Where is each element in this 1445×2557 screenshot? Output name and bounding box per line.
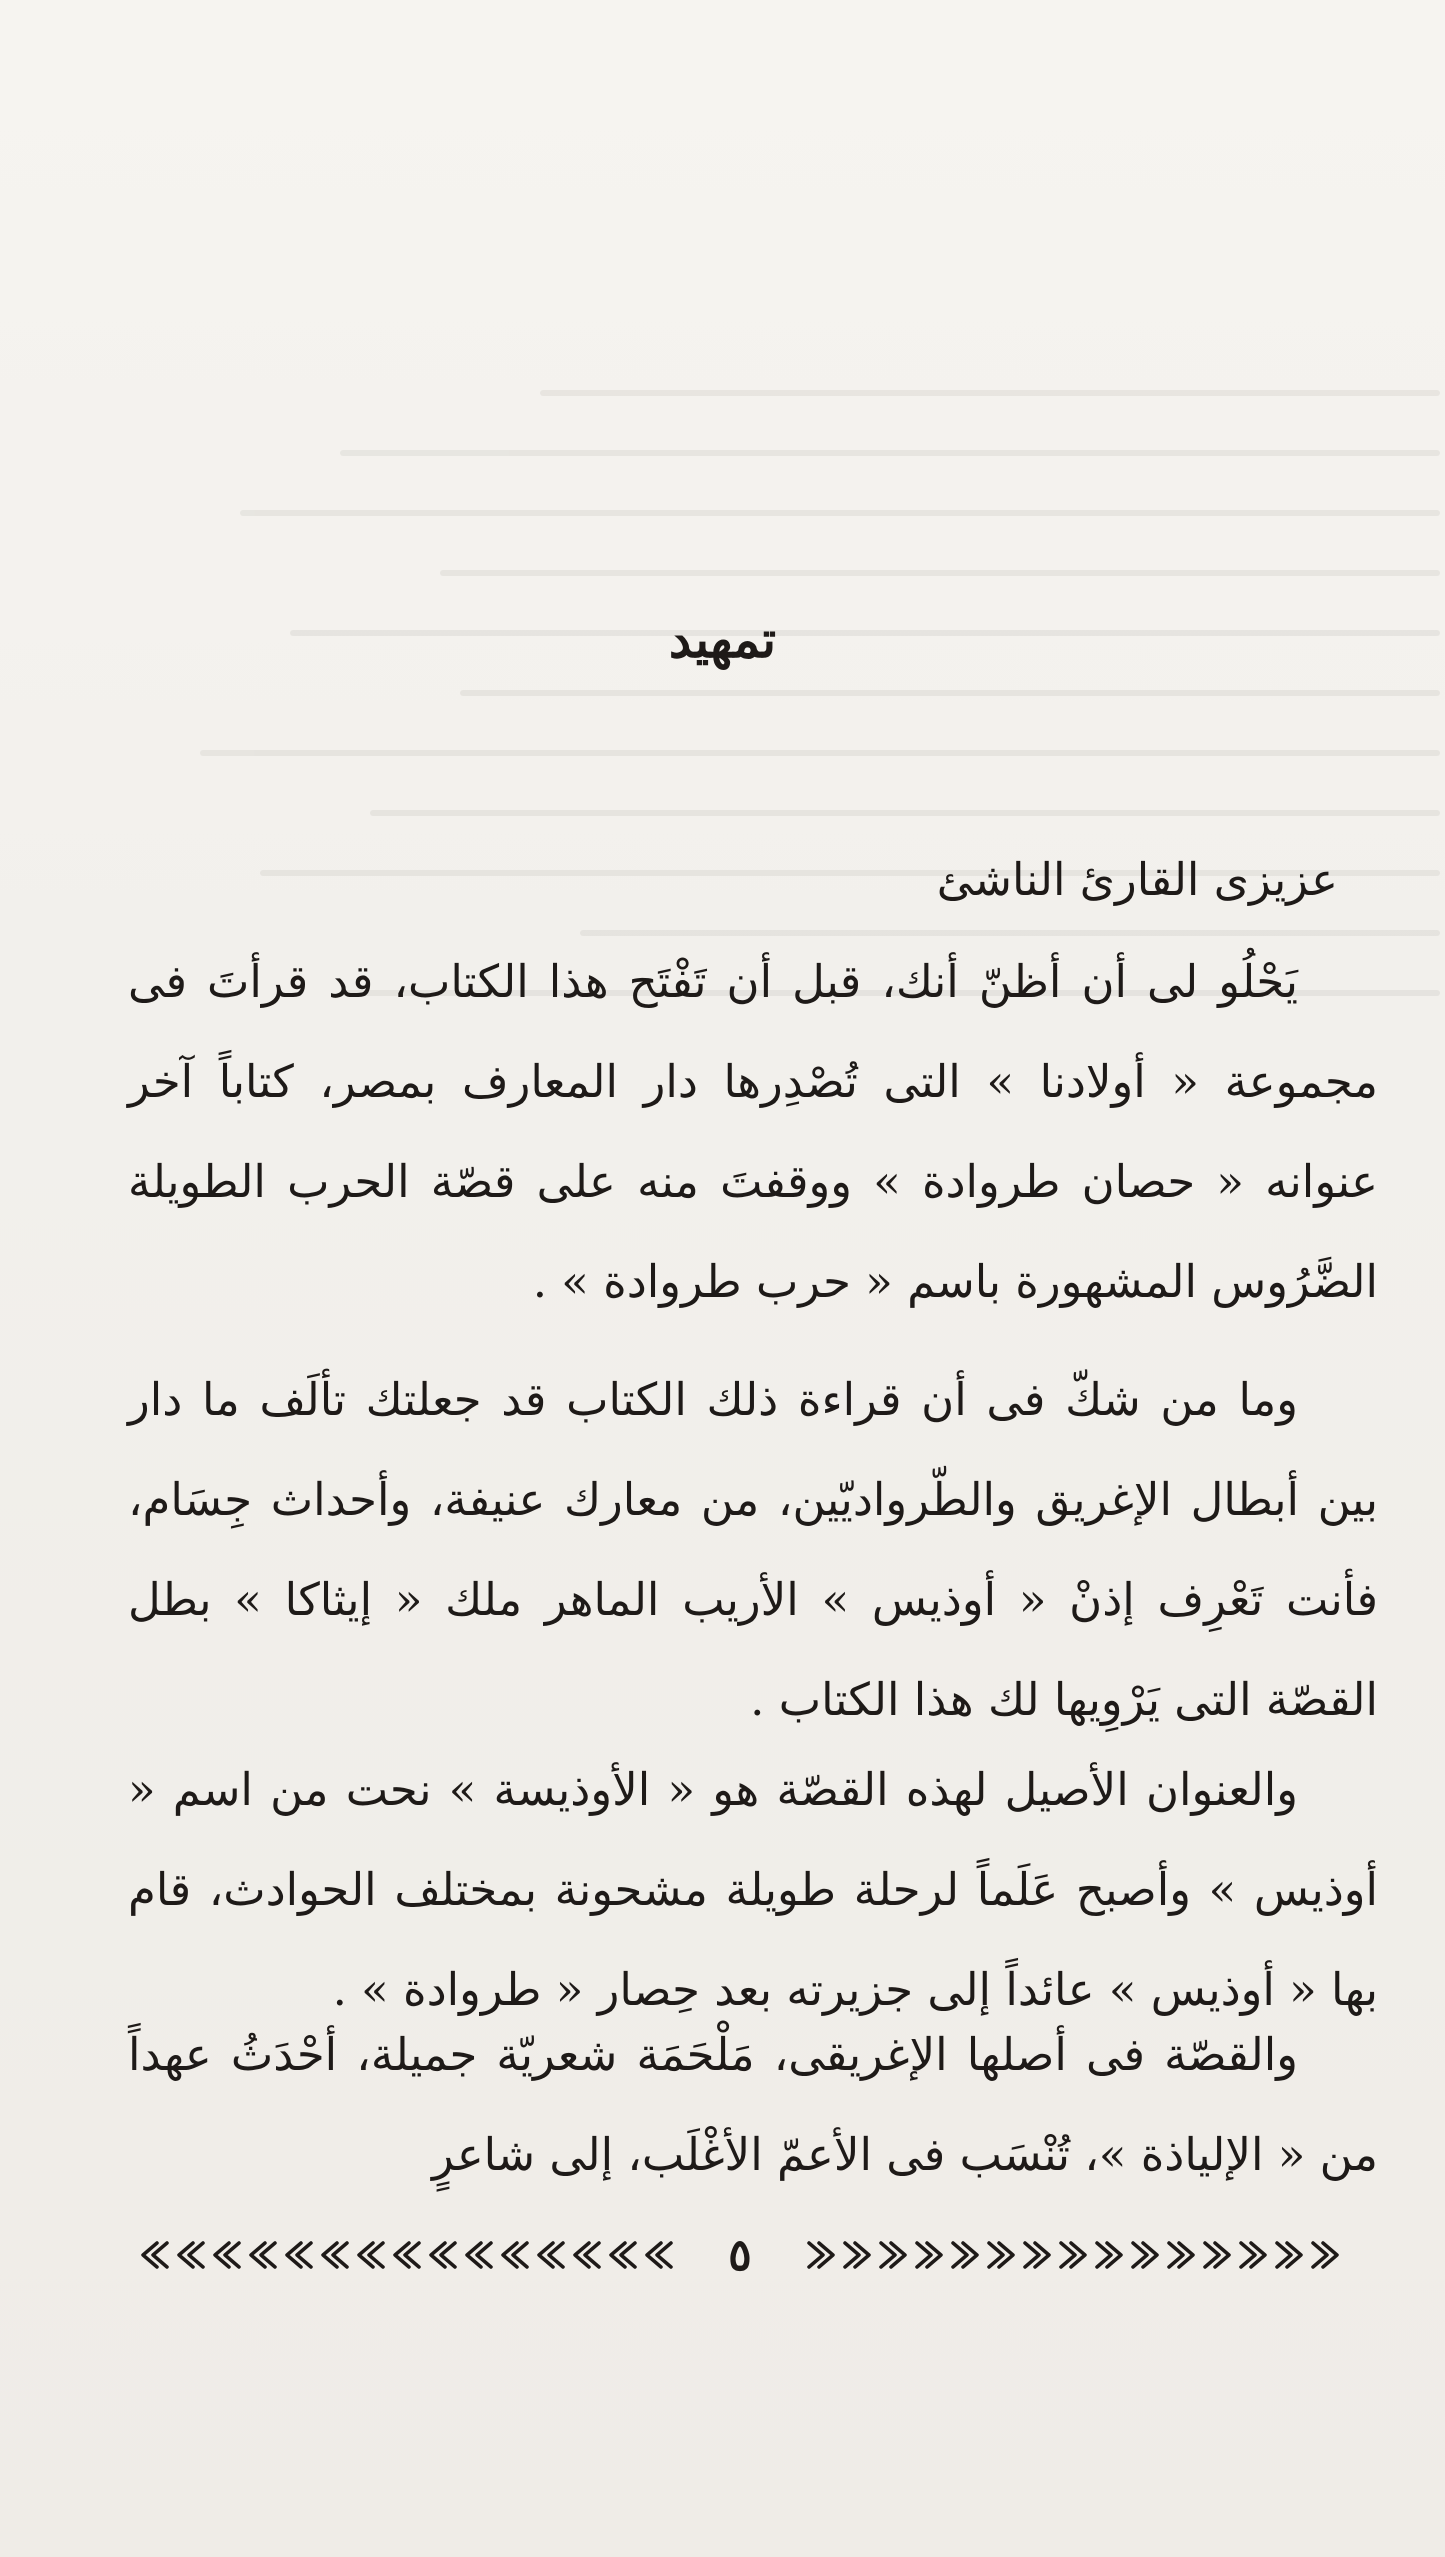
paragraph-2 [128,1350,1378,1750]
page-number: ٥ [728,2229,752,2281]
paragraph-text: يَحْلُو لى أن أظنّ أنك، قبل أن تَفْتَح هذا الكتاب، قد قرأتَ فى مجموعة « أولادنا » التى تُصْدِرها دار المعارف بمصر، كتاباً آخر عنوانه « حصان طروادة » ووقفتَ منه على قصّة الحرب الطويلة الضَّرُوس المشهورة باسم « حرب طروادة » . [128,955,1378,1308]
chevron-ornament-icon [105,2235,695,2275]
salutation: عزيزى القارئ الناشئ [936,853,1338,906]
paragraph-text: وما من شكّ فى أن قراءة ذلك الكتاب قد جعلتك تألَف ما دار بين أبطال الإغريق والطّرواديّين، من معارك عنيفة، وأحداث جِسَام، فأنت تَعْرِف إذنْ « أوذيس » الأريب الماهر ملك « إيثاكا » بطل القصّة التى يَرْوِيها لك هذا الكتاب . [128,1373,1378,1726]
paragraph-1 [128,932,1378,1332]
paragraph-4 [128,2005,1378,2205]
paragraph-3 [128,1740,1378,2040]
paragraph-text: والعنوان الأصيل لهذه القصّة هو « الأوذيسة » نحت من اسم « أوذيس » وأصبح عَلَماً لرحلة طويلة مشحونة بمختلف الحوادث، قام بها « أوذيس » عائداً إلى جزيرته بعد حِصار « طروادة » . [128,1763,1378,2016]
paragraph-text: والقصّة فى أصلها الإغريقى، مَلْحَمَة شعريّة جميلة، أحْدَثُ عهداً من « الإلياذة »، تُنْسَب فى الأعمّ الأغْلَب، إلى شاعرٍ [128,2028,1378,2181]
page-footer [105,2225,1375,2285]
chevron-ornament-icon [785,2235,1375,2275]
ornament-left-svg [135,2235,695,2275]
chapter-title: تمهيد [668,610,777,669]
ornament-right-svg [785,2235,1345,2275]
